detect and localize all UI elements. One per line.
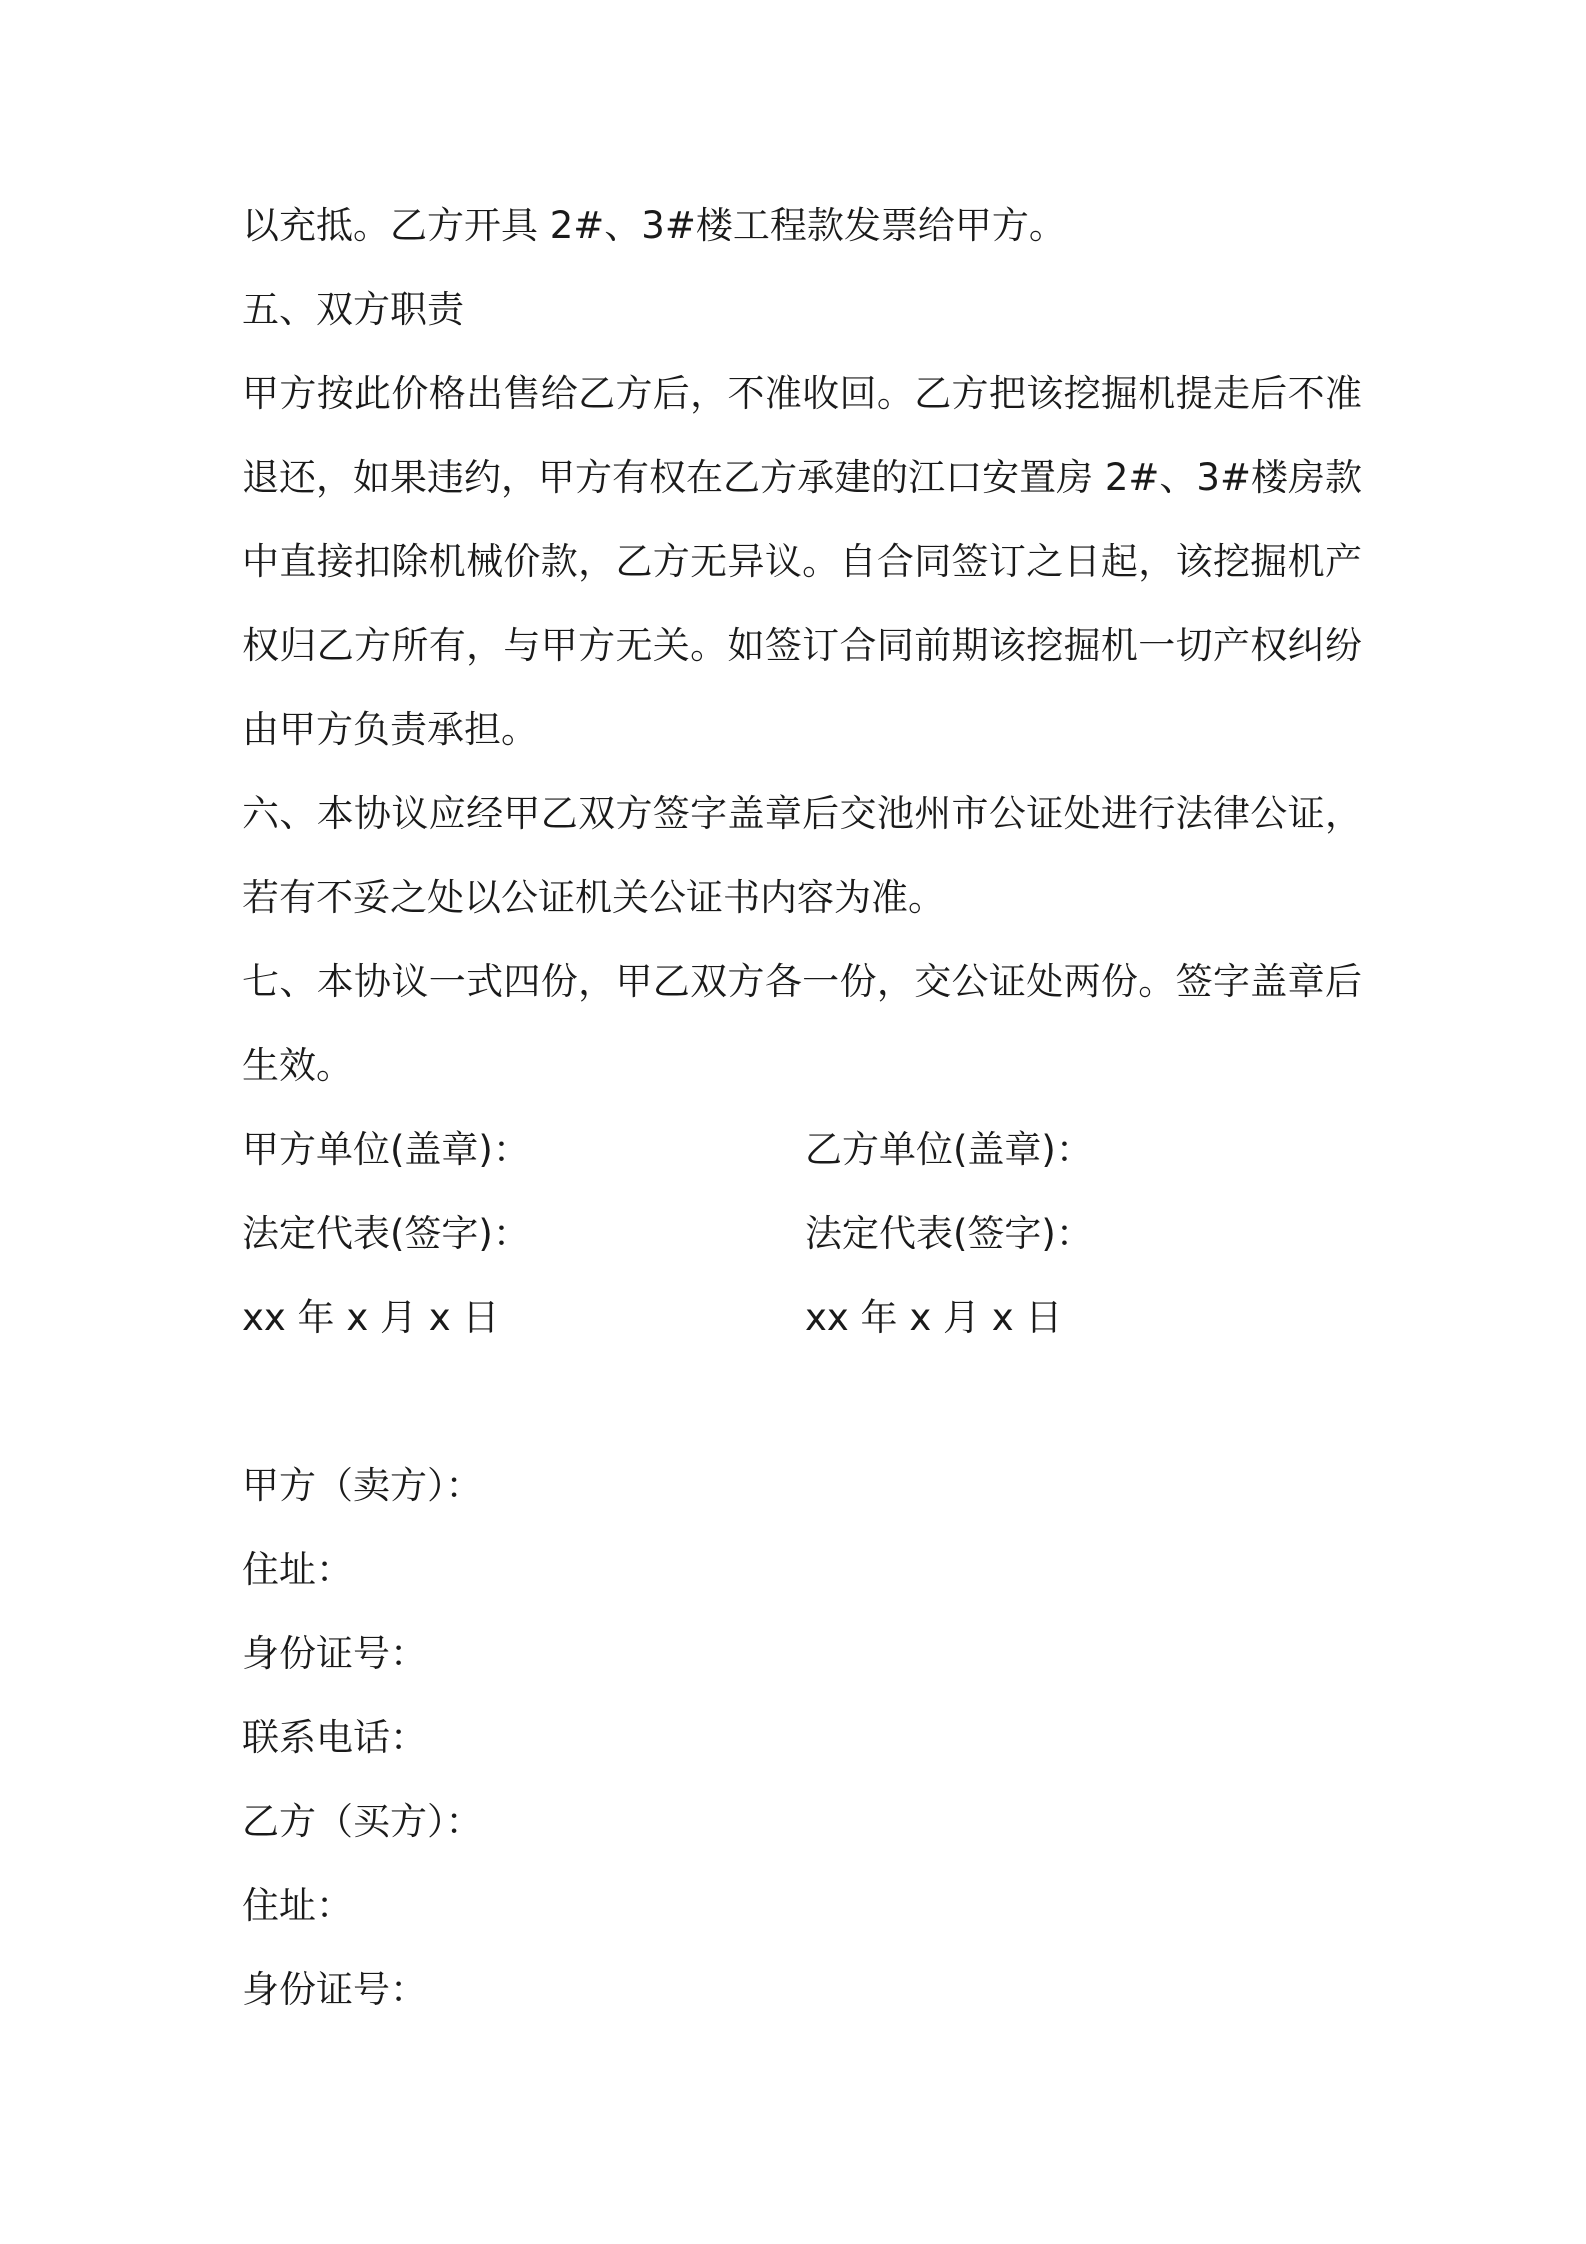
clause-six: 六、本协议应经甲乙双方签字盖章后交池州市公证处进行法律公证， — [242, 792, 1362, 835]
signature-row-representative — [242, 1192, 1362, 1276]
party-a-unit-label: 甲方单位(盖章)： — [242, 1128, 530, 1171]
body-line: 甲方按此价格出售给乙方后，不准收回。乙方把该挖掘机提走后不准 — [242, 372, 1362, 415]
buyer-address-label: 住址： — [242, 1884, 353, 1927]
body-line: 权归乙方所有，与甲方无关。如签订合同前期该挖掘机一切产权纠纷 — [242, 624, 1362, 667]
buyer-label: 乙方（买方）： — [242, 1800, 483, 1843]
signature-row-date — [242, 1276, 1362, 1360]
seller-address-label: 住址： — [242, 1548, 353, 1591]
document-page — [242, 184, 1362, 2032]
signature-row-unit — [242, 1108, 1362, 1192]
party-b-representative-label: 法定代表(签字)： — [805, 1212, 1093, 1255]
clause-seven: 七、本协议一式四份，甲乙双方各一份，交公证处两份。签字盖章后 — [242, 960, 1362, 1003]
seller-id-number-label: 身份证号： — [242, 1632, 427, 1675]
section-spacer — [242, 1360, 1362, 1444]
buyer-id-number-label: 身份证号： — [242, 1968, 427, 2011]
section-heading-duties: 五、双方职责 — [242, 288, 464, 331]
body-line: 中直接扣除机械价款，乙方无异议。自合同签订之日起，该挖掘机产 — [242, 540, 1362, 583]
seller-phone-label: 联系电话： — [242, 1716, 427, 1759]
body-line: 由甲方负责承担。 — [242, 708, 538, 751]
body-line: 以充抵。乙方开具 2#、3#楼工程款发票给甲方。 — [242, 204, 1066, 247]
body-line: 若有不妥之处以公证机关公证书内容为准。 — [242, 876, 945, 919]
body-line: 生效。 — [242, 1044, 353, 1087]
party-a-date: xx 年 x 月 x 日 — [242, 1296, 500, 1339]
body-line: 退还，如果违约，甲方有权在乙方承建的江口安置房 2#、3#楼房款 — [242, 456, 1362, 499]
party-b-unit-label: 乙方单位(盖章)： — [805, 1128, 1093, 1171]
party-b-date: xx 年 x 月 x 日 — [805, 1296, 1063, 1339]
party-a-representative-label: 法定代表(签字)： — [242, 1212, 530, 1255]
seller-label: 甲方（卖方）： — [242, 1464, 483, 1507]
